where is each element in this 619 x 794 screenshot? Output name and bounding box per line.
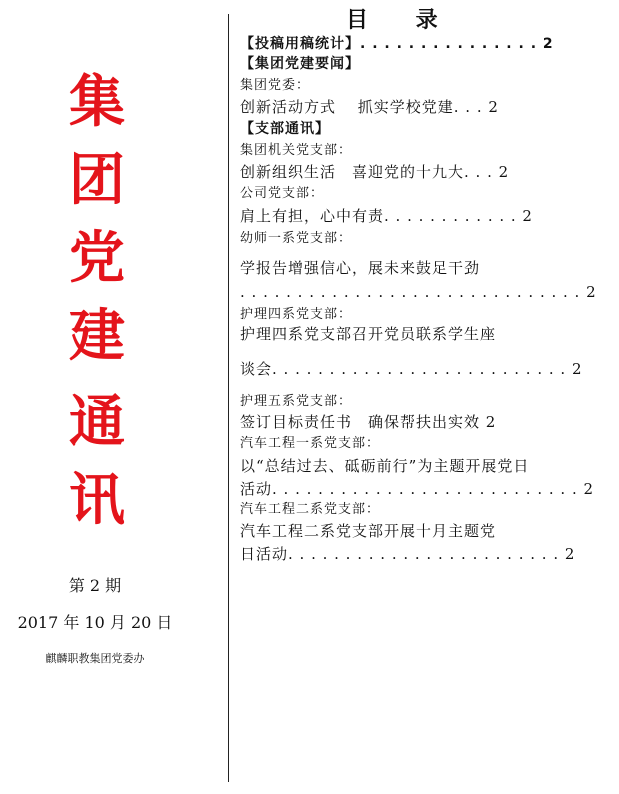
toc-entry[interactable]: 护理四系党支部召开党员联系学生座 — [240, 325, 497, 343]
toc-branch-label: 汽车工程二系党支部： — [240, 502, 381, 517]
toc-entry[interactable]: 汽车工程二系党支部开展十月主题党 — [240, 522, 497, 540]
publisher: 麒麟职教集团党委办 — [45, 652, 145, 665]
masthead-char-2: 团 — [69, 147, 125, 213]
toc-branch-label: 幼师一系党支部： — [240, 231, 353, 246]
toc-entry[interactable]: 学报告增强信心，展未来鼓足干劲 — [240, 259, 481, 277]
toc-entry-continuation[interactable]: 谈会. . . . . . . . . . . . . . . . . . . . . . . . . . 2 — [240, 360, 583, 378]
column-divider — [228, 14, 229, 782]
toc-entry[interactable]: 肩上有担，心中有责. . . . . . . . . . . . 2 — [240, 207, 533, 225]
issue-date: 2017 年 10 月 20 日 — [17, 613, 173, 632]
toc-section-news: 【集团党建要闻】 — [240, 56, 360, 72]
masthead-char-5: 通 — [69, 389, 125, 455]
toc-entry[interactable]: 创新活动方式 抓实学校党建. . . 2 — [240, 98, 499, 116]
toc-entry-continuation[interactable]: 日活动. . . . . . . . . . . . . . . . . . . . . . . . 2 — [240, 545, 576, 563]
toc-branch-label: 集团党委： — [240, 78, 311, 93]
toc-branch-label: 护理四系党支部： — [240, 307, 353, 322]
toc-branch-label: 公司党支部： — [240, 186, 325, 201]
toc-title: 目 录 — [346, 8, 458, 33]
issue-number: 第 2 期 — [68, 576, 122, 595]
masthead-char-3: 党 — [69, 225, 125, 291]
toc-branch-label: 集团机关党支部： — [240, 143, 353, 158]
toc-branch-label: 护理五系党支部： — [240, 394, 353, 409]
toc-entry-continuation[interactable]: . . . . . . . . . . . . . . . . . . . . . . . . . . . . . . 2 — [240, 283, 597, 301]
toc-section-submissions[interactable]: 【投稿用稿统计】. . . . . . . . . . . . . . . 2 — [240, 36, 554, 52]
masthead-char-6: 讯 — [69, 467, 125, 533]
masthead-char-4: 建 — [69, 303, 125, 369]
masthead-column — [0, 0, 228, 794]
toc-entry[interactable]: 以“总结过去、砥砺前行”为主题开展党日 — [240, 457, 530, 475]
toc-entry[interactable]: 创新组织生活 喜迎党的十九大. . . 2 — [240, 163, 510, 181]
toc-entry-continuation[interactable]: 活动. . . . . . . . . . . . . . . . . . . . . . . . . . . 2 — [240, 480, 595, 498]
toc-entry[interactable]: 签订目标责任书 确保帮扶出实效 2 — [240, 413, 497, 431]
toc-section-branches: 【支部通讯】 — [240, 121, 330, 137]
toc-branch-label: 汽车工程一系党支部： — [240, 436, 381, 451]
masthead-char-1: 集 — [69, 69, 125, 135]
